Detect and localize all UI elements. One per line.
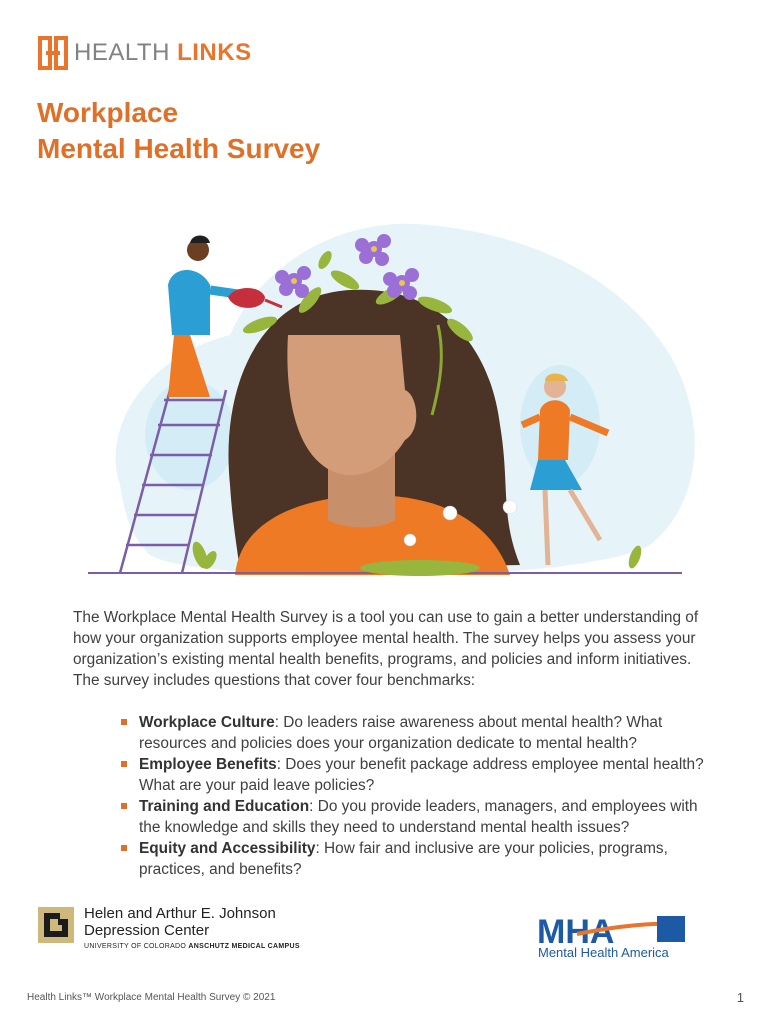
brand-word-2: LINKS bbox=[177, 39, 252, 66]
benchmark-description: : Do you provide leaders, managers, and employees with the knowledge and skills they need to understand mental health issues? bbox=[139, 798, 698, 836]
benchmark-item bbox=[118, 712, 708, 754]
brand-word-1: HEALTH bbox=[74, 39, 170, 66]
hero-illustration bbox=[60, 185, 720, 585]
bullet-square-icon bbox=[121, 761, 127, 767]
benchmark-item bbox=[118, 838, 708, 880]
mha-name: Mental Health America bbox=[538, 945, 669, 960]
cu-name-line-1: Helen and Arthur E. Johnson bbox=[84, 905, 276, 922]
depression-center-logo bbox=[36, 905, 300, 950]
mha-logo-text: MHA bbox=[537, 913, 615, 951]
title-line-2: Mental Health Survey bbox=[37, 133, 321, 164]
benchmark-item bbox=[118, 796, 708, 838]
benchmark-description: : How fair and inclusive are your policies, programs, practices, and benefits? bbox=[139, 840, 668, 878]
cu-seal-icon bbox=[36, 905, 76, 945]
benchmark-item bbox=[118, 754, 708, 796]
page-title bbox=[37, 95, 320, 167]
cu-campus-name: ANSCHUTZ MEDICAL CAMPUS bbox=[188, 943, 300, 950]
health-links-logo bbox=[36, 34, 252, 72]
benchmark-term: Equity and Accessibility bbox=[139, 840, 316, 857]
benchmark-term: Workplace Culture bbox=[139, 714, 275, 731]
bullet-square-icon bbox=[121, 845, 127, 851]
benchmark-list bbox=[118, 712, 708, 880]
benchmark-term: Employee Benefits bbox=[139, 756, 277, 773]
benchmark-term: Training and Education bbox=[139, 798, 310, 815]
bullet-square-icon bbox=[121, 719, 127, 725]
cu-campus bbox=[84, 943, 300, 950]
brand-name bbox=[74, 39, 252, 67]
footer-text: Health Links™ Workplace Mental Health Survey © 2021 bbox=[27, 992, 276, 1003]
benchmark-description: : Do leaders raise awareness about mental health? What resources and policies does your organization dedicate to mental health? bbox=[139, 714, 663, 752]
benchmark-description: : Does your benefit package address employee mental health? What are your paid leave policies? bbox=[139, 756, 704, 794]
cu-university: UNIVERSITY OF COLORADO bbox=[84, 943, 189, 950]
health-links-logo-icon bbox=[36, 34, 70, 72]
cu-name-line-2: Depression Center bbox=[84, 922, 210, 939]
page-number: 1 bbox=[736, 990, 744, 1005]
intro-paragraph: The Workplace Mental Health Survey is a tool you can use to gain a better understanding of how your organization supports employee mental health. The survey helps you assess your organization’s existing mental health benefits, programs, and policies and inform initiatives. The survey includes questions that cover four benchmarks: bbox=[73, 609, 699, 689]
bullet-square-icon bbox=[121, 803, 127, 809]
title-line-1: Workplace bbox=[37, 97, 179, 128]
